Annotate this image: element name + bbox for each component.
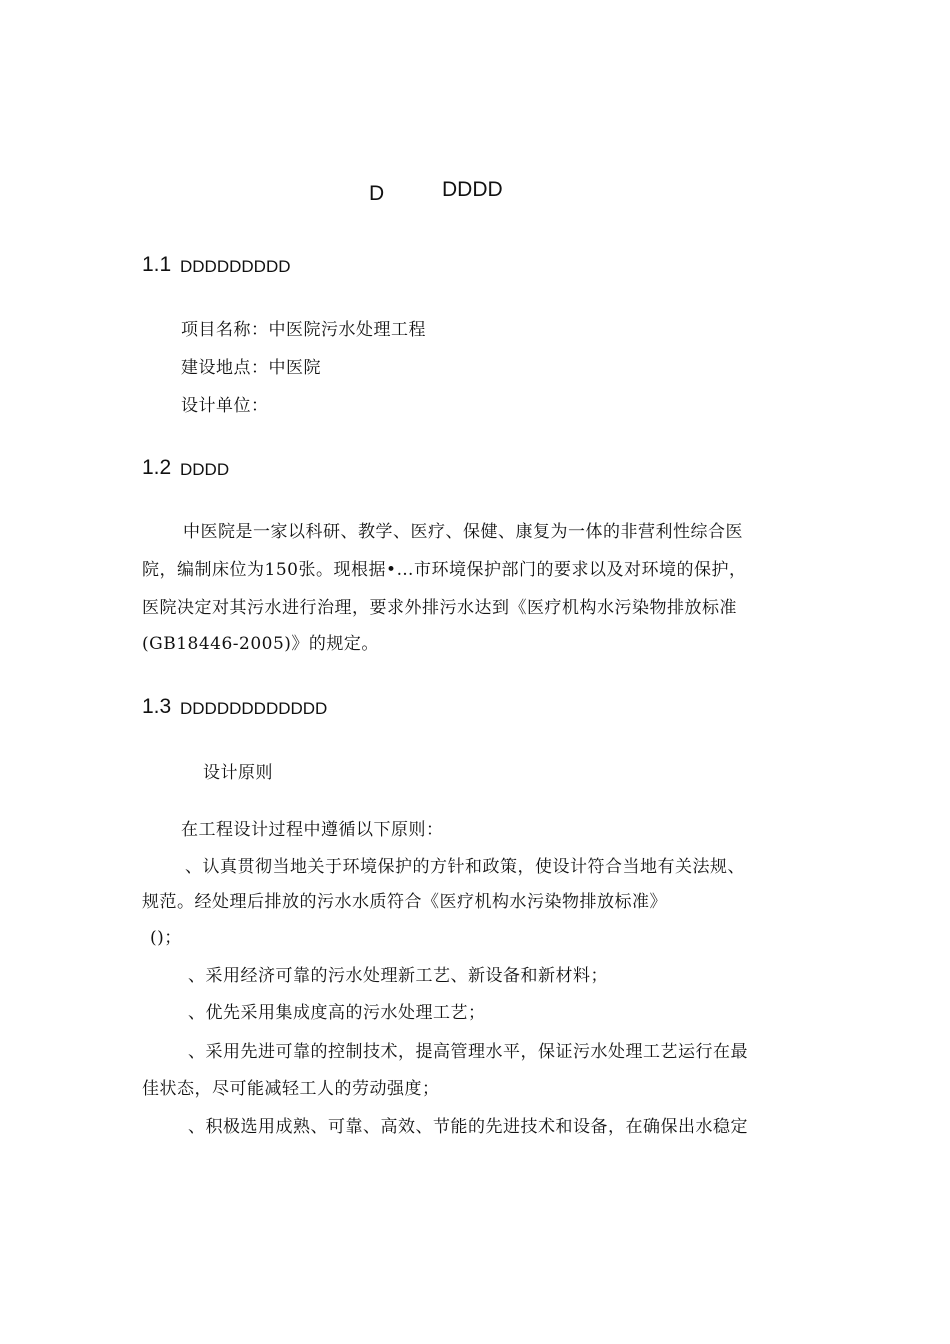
section-1-2-heading: DDDD bbox=[180, 460, 230, 479]
section-1-3-heading: DDDDDDDDDDDD bbox=[180, 699, 328, 718]
principle-line: 、认真贯彻当地关于环境保护的方针和政策，使设计符合当地有关法规、 bbox=[185, 857, 745, 877]
build-location-line: 建设地点：中医院 bbox=[181, 358, 321, 378]
principle-intro-line: 在工程设计过程中遵循以下原则： bbox=[181, 820, 444, 840]
design-unit-line: 设计单位： bbox=[181, 396, 269, 416]
chapter-title-number: D bbox=[369, 182, 385, 205]
principle-line: 、采用经济可靠的污水处理新工艺、新设备和新材料； bbox=[188, 966, 608, 986]
project-name-line: 项目名称：中医院污水处理工程 bbox=[181, 320, 426, 340]
principle-line: 佳状态，尽可能减轻工人的劳动强度； bbox=[142, 1079, 440, 1099]
principle-line: 规范。经处理后排放的污水水质符合《医疗机构水污染物排放标准》 bbox=[142, 892, 667, 912]
overview-line: 院，编制床位为150张。现根据•…市环境保护部门的要求以及对环境的保护， bbox=[142, 560, 747, 580]
section-1-1-number: 1.1 bbox=[142, 253, 172, 276]
overview-line: 中医院是一家以科研、教学、医疗、保健、康复为一体的非营利性综合医 bbox=[183, 522, 743, 542]
overview-line: (GB18446-2005)》的规定。 bbox=[142, 634, 379, 654]
principle-line: 、积极选用成熟、可靠、高效、节能的先进技术和设备，在确保出水稳定 bbox=[188, 1117, 748, 1137]
principle-line: 、采用先进可靠的控制技术，提高管理水平，保证污水处理工艺运行在最 bbox=[188, 1042, 748, 1062]
design-principles-subheading: 设计原则 bbox=[203, 763, 273, 783]
section-1-3-number: 1.3 bbox=[142, 695, 172, 718]
section-1-2-number: 1.2 bbox=[142, 456, 172, 479]
principle-line: ()； bbox=[150, 928, 182, 948]
principle-line: 、优先采用集成度高的污水处理工艺； bbox=[188, 1003, 486, 1023]
section-1-1-heading: DDDDDDDDD bbox=[180, 257, 291, 276]
overview-line: 医院决定对其污水进行治理，要求外排污水达到《医疗机构水污染物排放标准 bbox=[142, 598, 737, 618]
chapter-title: DDDD bbox=[442, 178, 503, 201]
